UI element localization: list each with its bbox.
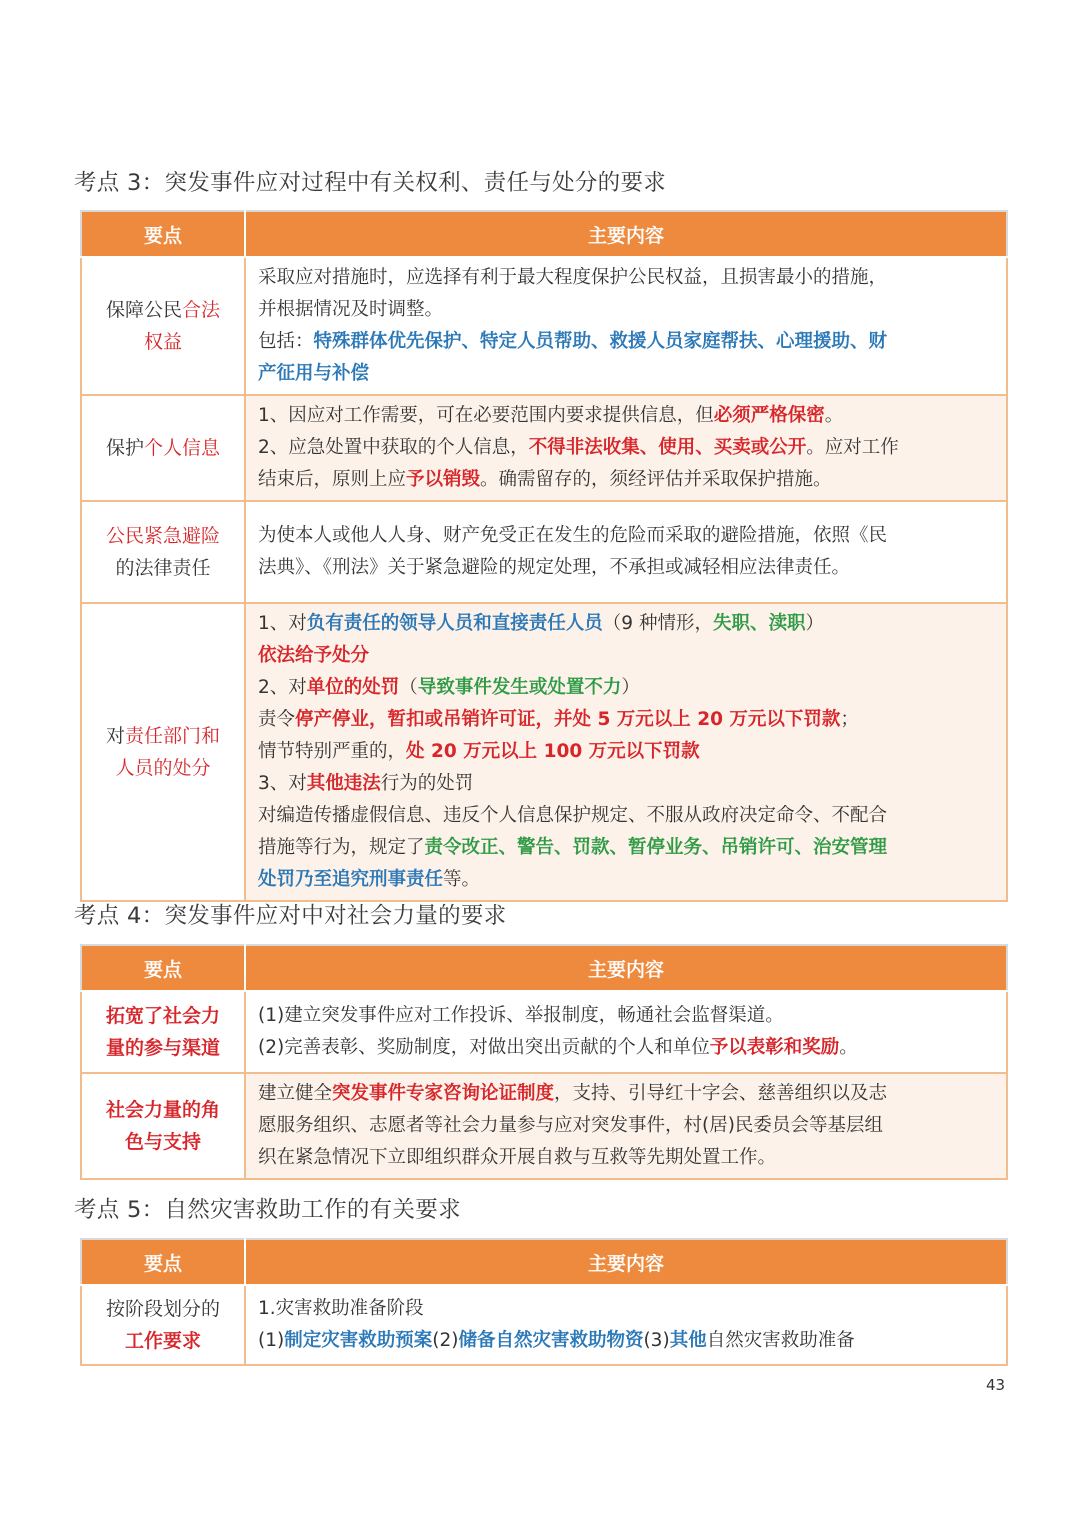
content-segment: (1) — [258, 1330, 285, 1351]
key-part: 色与支持 — [124, 1131, 201, 1153]
content-segment: 包括： — [258, 331, 314, 352]
content-segment: ，支持、引导红十字会、慈善组织以及志 — [554, 1083, 888, 1104]
content-segment: 愿服务组织、志愿者等社会力量参与应对突发事件，村(居)民委员会等基层组 — [258, 1115, 883, 1136]
section-4-title: 考点 4：突发事件应对中对社会力量的要求 — [74, 903, 507, 929]
content-segment: 并根据情况及时调整。 — [258, 299, 444, 320]
content-line — [258, 672, 996, 704]
content-line — [258, 326, 996, 358]
content-cell — [245, 395, 1007, 501]
content-segment: 2、应急处置中获取的个人信息， — [258, 437, 529, 458]
header-content: 主要内容 — [245, 945, 1007, 991]
content-segment: 处 20 万元以上 100 万元以下罚款 — [406, 741, 700, 762]
content-segment: 停产停业，暂扣或吊销许可证，并处 5 万元以上 20 万元以下罚款 — [295, 709, 841, 730]
content-line — [258, 1000, 996, 1032]
content-segment: ； — [840, 709, 859, 730]
content-segment: 责令改正、警告、罚款、暂停业务、吊销许可、治安管理 — [424, 837, 888, 858]
key-part: 合法 — [182, 299, 221, 321]
content-line — [258, 1110, 996, 1142]
header-key: 要点 — [81, 945, 245, 991]
content-segment: 结束后，原则上应 — [258, 469, 407, 490]
content-line — [258, 1032, 996, 1064]
content-segment: 自然灾害救助准备 — [706, 1330, 855, 1351]
content-cell — [245, 501, 1007, 603]
key-cell — [81, 1285, 245, 1365]
content-segment: 情节特别严重的， — [258, 741, 407, 762]
key-cell — [81, 395, 245, 501]
content-segment: （9 种情形， — [602, 613, 713, 634]
content-line — [258, 704, 996, 736]
content-line — [258, 358, 996, 390]
header-key: 要点 — [81, 1239, 245, 1285]
key-part: 保障公民 — [105, 299, 182, 321]
content-segment: 采取应对措施时，应选择有利于最大程度保护公民权益，且损害最小的措施， — [258, 267, 888, 288]
content-line — [258, 640, 996, 672]
content-cell — [245, 1285, 1007, 1365]
key-part: 社会力量的角 — [105, 1099, 220, 1121]
key-part: 人员的处分 — [115, 757, 211, 779]
content-line — [258, 768, 996, 800]
header-key: 要点 — [81, 211, 245, 257]
content-segment: 其他违法 — [306, 773, 381, 794]
content-line — [258, 608, 996, 640]
content-line — [258, 262, 996, 294]
content-segment: 产征用与补偿 — [258, 363, 370, 384]
key-part: 拓宽了社会力 — [105, 1005, 220, 1027]
content-line — [258, 400, 996, 432]
content-line — [258, 736, 996, 768]
content-segment: 为使本人或他人人身、财产免受正在发生的危险而采取的避险措施，依照《民 — [258, 525, 888, 546]
key-cell — [81, 1073, 245, 1179]
content-line — [258, 832, 996, 864]
content-segment: 3、对 — [258, 773, 307, 794]
content-segment: （ — [399, 677, 418, 698]
key-part: 保护 — [105, 437, 144, 459]
content-segment: 。 — [839, 1037, 858, 1058]
content-segment: 制定灾害救助预案 — [284, 1330, 433, 1351]
section-5-table — [80, 1238, 1008, 1366]
content-cell — [245, 257, 1007, 395]
key-part: 工作要求 — [124, 1330, 201, 1352]
section-5-title: 考点 5：自然灾害救助工作的有关要求 — [74, 1197, 461, 1223]
content-segment: (2)完善表彰、奖励制度，对做出突出贡献的个人和单位 — [258, 1037, 710, 1058]
key-cell — [81, 257, 245, 395]
content-segment: 法典》、《刑法》关于紧急避险的规定处理，不承担或减轻相应法律责任。 — [258, 557, 851, 578]
content-segment: 建立健全 — [258, 1083, 333, 1104]
content-segment: 单位的处罚 — [306, 677, 400, 698]
content-segment: 。应对工作 — [806, 437, 899, 458]
content-segment: 导致事件发生或处置不力 — [417, 677, 622, 698]
content-segment: 责令 — [258, 709, 296, 730]
content-segment: 1、对 — [258, 613, 307, 634]
content-cell — [245, 991, 1007, 1073]
content-segment: 。 — [824, 405, 844, 426]
page-number: 43 — [986, 1376, 1006, 1394]
content-segment: 。确需留存的，须经评估并采取保护措施。 — [480, 469, 832, 490]
key-part: 的法律责任 — [115, 557, 211, 579]
content-line — [258, 1142, 996, 1174]
content-cell — [245, 1073, 1007, 1179]
content-segment: 行为的处罚 — [380, 773, 474, 794]
content-line — [258, 800, 996, 832]
content-segment: 突发事件专家咨询论证制度 — [332, 1083, 555, 1104]
content-segment: ） — [805, 613, 824, 634]
content-line — [258, 1293, 996, 1325]
key-cell — [81, 991, 245, 1073]
section-3-title: 考点 3：突发事件应对过程中有关权利、责任与处分的要求 — [74, 170, 667, 196]
content-line — [258, 1325, 996, 1357]
content-segment: 处罚乃至追究刑事责任 — [258, 869, 444, 890]
content-segment: 其他 — [669, 1330, 707, 1351]
key-cell — [81, 501, 245, 603]
section-3-table — [80, 210, 1008, 902]
key-part: 按阶段划分的 — [105, 1298, 220, 1320]
content-cell — [245, 603, 1007, 901]
key-part: 责任部门和 — [125, 725, 221, 747]
content-segment: 1.灾害救助准备阶段 — [258, 1298, 424, 1319]
key-part: 个人信息 — [144, 437, 221, 459]
content-segment: ） — [621, 677, 640, 698]
content-line — [258, 1078, 996, 1110]
content-segment: 依法给予处分 — [258, 645, 370, 666]
key-part: 量的参与渠道 — [105, 1037, 220, 1059]
content-segment: 2、对 — [258, 677, 307, 698]
content-segment: 对编造传播虚假信息、违反个人信息保护规定、不服从政府决定命令、不配合 — [258, 805, 888, 826]
content-segment: 予以销毁 — [406, 469, 481, 490]
key-part: 权益 — [143, 331, 182, 353]
content-segment: 1、因应对工作需要，可在必要范围内要求提供信息，但 — [258, 405, 714, 426]
header-content: 主要内容 — [245, 1239, 1007, 1285]
content-segment: 等。 — [443, 869, 481, 890]
content-segment: 失职、渎职 — [712, 613, 806, 634]
content-segment: (3) — [643, 1330, 670, 1351]
content-segment: 特殊群体优先保护、特定人员帮助、救援人员家庭帮扶、心理援助、财 — [313, 331, 888, 352]
content-segment: 措施等行为，规定了 — [258, 837, 425, 858]
section-4-table — [80, 944, 1008, 1180]
content-line — [258, 552, 996, 584]
content-segment: 储备自然灾害救助物资 — [458, 1330, 644, 1351]
content-segment: 织在紧急情况下立即组织群众开展自救与互救等先期处置工作。 — [258, 1147, 777, 1168]
key-part: 对 — [105, 725, 125, 747]
content-line — [258, 432, 996, 464]
content-line — [258, 520, 996, 552]
content-segment: 负有责任的领导人员和直接责任人员 — [306, 613, 603, 634]
content-segment: (1)建立突发事件应对工作投诉、举报制度，畅通社会监督渠道。 — [258, 1005, 784, 1026]
content-segment: 必须严格保密 — [713, 405, 825, 426]
header-content: 主要内容 — [245, 211, 1007, 257]
content-segment: 不得非法收集、使用、买卖或公开 — [528, 437, 807, 458]
key-cell — [81, 603, 245, 901]
content-line — [258, 864, 996, 896]
content-segment: 予以表彰和奖励 — [709, 1037, 840, 1058]
content-line — [258, 464, 996, 496]
content-segment: (2) — [432, 1330, 459, 1351]
key-part: 公民紧急避险 — [105, 525, 220, 547]
content-line — [258, 294, 996, 326]
